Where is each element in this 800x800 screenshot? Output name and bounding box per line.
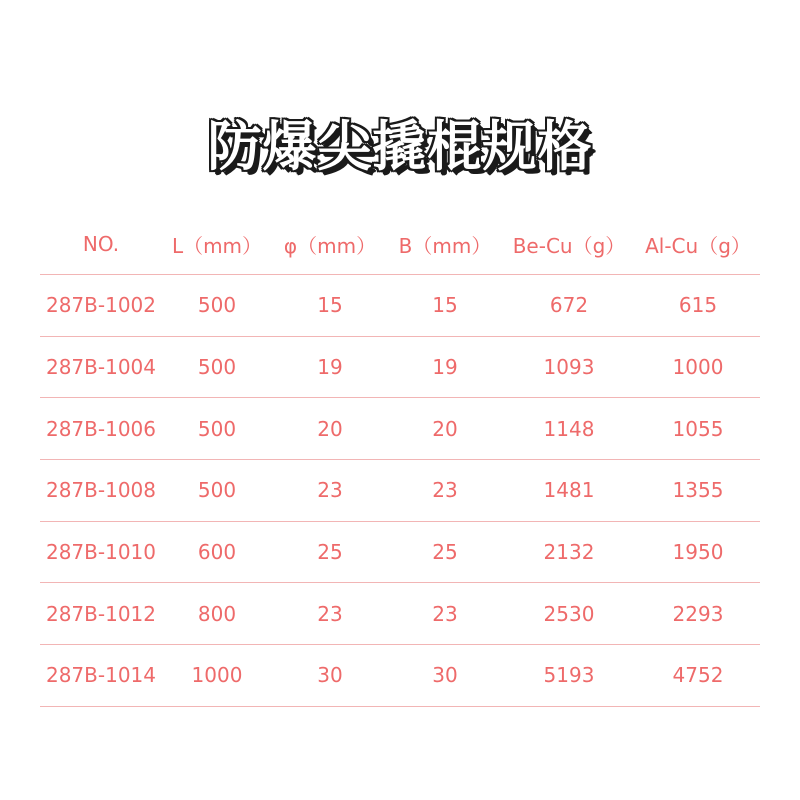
cell-width: 19 — [432, 355, 458, 380]
cell-be-cu-weight: 1093 — [543, 355, 595, 380]
cell-be-cu-weight: 5193 — [543, 663, 595, 688]
cell-width: 30 — [432, 663, 458, 688]
cell-length: 500 — [197, 416, 237, 441]
spec-table — [40, 214, 760, 707]
cell-width: 23 — [432, 478, 458, 503]
cell-diameter: 23 — [317, 601, 343, 626]
cell-no: 287B-1004 — [45, 355, 156, 380]
table-row — [40, 337, 760, 399]
cell-diameter: 15 — [317, 293, 343, 318]
cell-length: 500 — [197, 293, 237, 318]
cell-width: 23 — [432, 601, 458, 626]
cell-length: 600 — [197, 540, 237, 565]
cell-diameter: 30 — [317, 663, 343, 688]
cell-al-cu-weight: 2293 — [672, 601, 724, 626]
cell-length: 1000 — [191, 663, 243, 688]
table-header-row — [40, 214, 760, 275]
table-row — [40, 522, 760, 584]
cell-be-cu-weight: 1481 — [543, 478, 595, 503]
cell-al-cu-weight: 1950 — [672, 540, 724, 565]
cell-be-cu-weight: 672 — [549, 293, 589, 318]
header-be-cu-weight: Be-Cu（g） — [512, 233, 626, 258]
cell-no: 287B-1014 — [45, 663, 156, 688]
cell-be-cu-weight: 1148 — [543, 416, 595, 441]
cell-no: 287B-1012 — [45, 601, 156, 626]
table-row — [40, 398, 760, 460]
cell-be-cu-weight: 2530 — [543, 601, 595, 626]
cell-length: 500 — [197, 478, 237, 503]
cell-be-cu-weight: 2132 — [543, 540, 595, 565]
table-row — [40, 583, 760, 645]
cell-no: 287B-1008 — [45, 478, 156, 503]
header-no: NO. — [82, 232, 120, 256]
cell-al-cu-weight: 1355 — [672, 478, 724, 503]
cell-al-cu-weight: 615 — [678, 293, 718, 318]
header-diameter: φ（mm） — [283, 233, 377, 258]
page-title: 防爆尖撬棍规格 — [207, 115, 593, 178]
cell-no: 287B-1010 — [45, 540, 156, 565]
cell-diameter: 20 — [317, 416, 343, 441]
cell-al-cu-weight: 1055 — [672, 416, 724, 441]
cell-no: 287B-1006 — [45, 416, 156, 441]
cell-al-cu-weight: 1000 — [672, 355, 724, 380]
table-row — [40, 275, 760, 337]
cell-length: 500 — [197, 355, 237, 380]
cell-width: 20 — [432, 416, 458, 441]
table-row — [40, 645, 760, 707]
cell-diameter: 19 — [317, 355, 343, 380]
header-length: L（mm） — [171, 233, 263, 258]
cell-width: 25 — [432, 540, 458, 565]
table-row — [40, 460, 760, 522]
cell-diameter: 25 — [317, 540, 343, 565]
header-width: B（mm） — [398, 233, 492, 258]
cell-diameter: 23 — [317, 478, 343, 503]
cell-al-cu-weight: 4752 — [672, 663, 724, 688]
header-al-cu-weight: Al-Cu（g） — [645, 233, 751, 258]
cell-no: 287B-1002 — [45, 293, 156, 318]
cell-length: 800 — [197, 601, 237, 626]
cell-width: 15 — [432, 293, 458, 318]
